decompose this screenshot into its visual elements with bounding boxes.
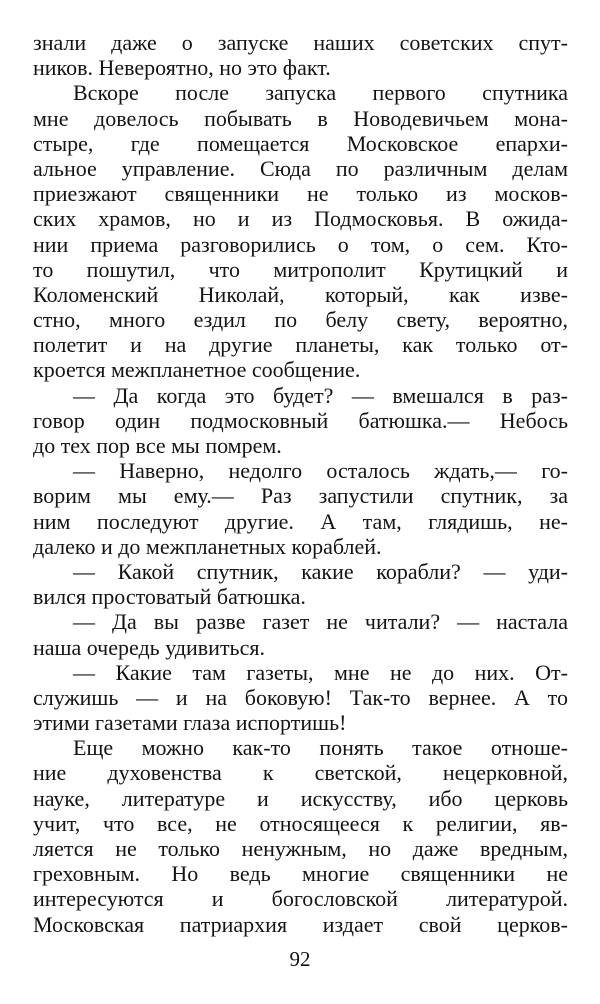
text-line: интересуются и богословской литературой. xyxy=(33,886,568,912)
text-line: наша очередь удивиться. xyxy=(33,634,265,660)
text-line: — Да когда это будет? — вмешался в раз- xyxy=(73,382,568,408)
text-line: — Наверно, недолго осталось ждать,— го- xyxy=(73,458,568,484)
text-line: приезжают священники не только из москов- xyxy=(33,181,568,207)
text-line: альное управление. Сюда по различным делам xyxy=(33,155,568,181)
text-line: знали даже о запуске наших советских спут- xyxy=(33,30,568,55)
text-line: говор один подмосковный батюшка.— Небось xyxy=(33,407,568,433)
text-line: до тех пор все мы помрем. xyxy=(33,433,282,458)
text-line: Коломенский Николай, который, как изве- xyxy=(33,281,568,307)
text-line: Еще можно как-то понять такое отноше- xyxy=(73,735,568,761)
text-line: — Да вы разве газет не читали? — настала xyxy=(73,609,568,635)
text-line: — Какой спутник, какие корабли? — уди- xyxy=(73,558,568,584)
text-line: Московская патриархия издает свой церков- xyxy=(33,911,568,937)
text-line: далеко и до межпланетных кораблей. xyxy=(33,533,382,559)
text-line: нии приема разговорились о том, о сем. Кто- xyxy=(33,231,568,257)
text-line: Вскоре после запуска первого спутника xyxy=(73,80,568,106)
text-line: стыре, где помещается Московское епархи- xyxy=(33,130,568,156)
text-line: то пошутил, что митрополит Крутицкий и xyxy=(33,256,568,282)
text-line: ворим мы ему.— Раз запустили спутник, за xyxy=(33,483,568,509)
text-line: греховным. Но ведь многие священники не xyxy=(33,861,568,887)
text-line: ников. Невероятно, но это факт. xyxy=(33,55,331,81)
text-line: вился простоватый батюшка. xyxy=(33,584,306,610)
book-page-text xyxy=(33,30,568,937)
text-line: ляется не только ненужным, но даже вредным, xyxy=(33,836,568,861)
text-line: науке, литературе и искусству, ибо церковь xyxy=(33,785,568,811)
text-line: мне довелось побывать в Новодевичьем мона- xyxy=(33,105,568,131)
text-line: служишь — и на боковую! Так-то вернее. А то xyxy=(33,684,568,710)
text-line: этими газетами глаза испортишь! xyxy=(33,710,347,736)
text-line: ним последуют другие. А там, глядишь, не- xyxy=(33,508,568,534)
text-line: кроется межпланетное сообщение. xyxy=(33,357,361,383)
text-line: ние духовенства к светской, нецерковной, xyxy=(33,760,568,786)
text-line: — Какие там газеты, мне не до них. От- xyxy=(73,659,568,685)
text-line: полетит и на другие планеты, как только от- xyxy=(33,332,568,358)
text-line: ских храмов, но и из Подмосковья. В ожида- xyxy=(33,206,568,232)
text-line: учит, что все, не относящееся к религии, яв- xyxy=(33,810,568,836)
text-line: стно, много ездил по белу свету, вероятно, xyxy=(33,307,568,333)
page-number: 92 xyxy=(289,947,311,971)
